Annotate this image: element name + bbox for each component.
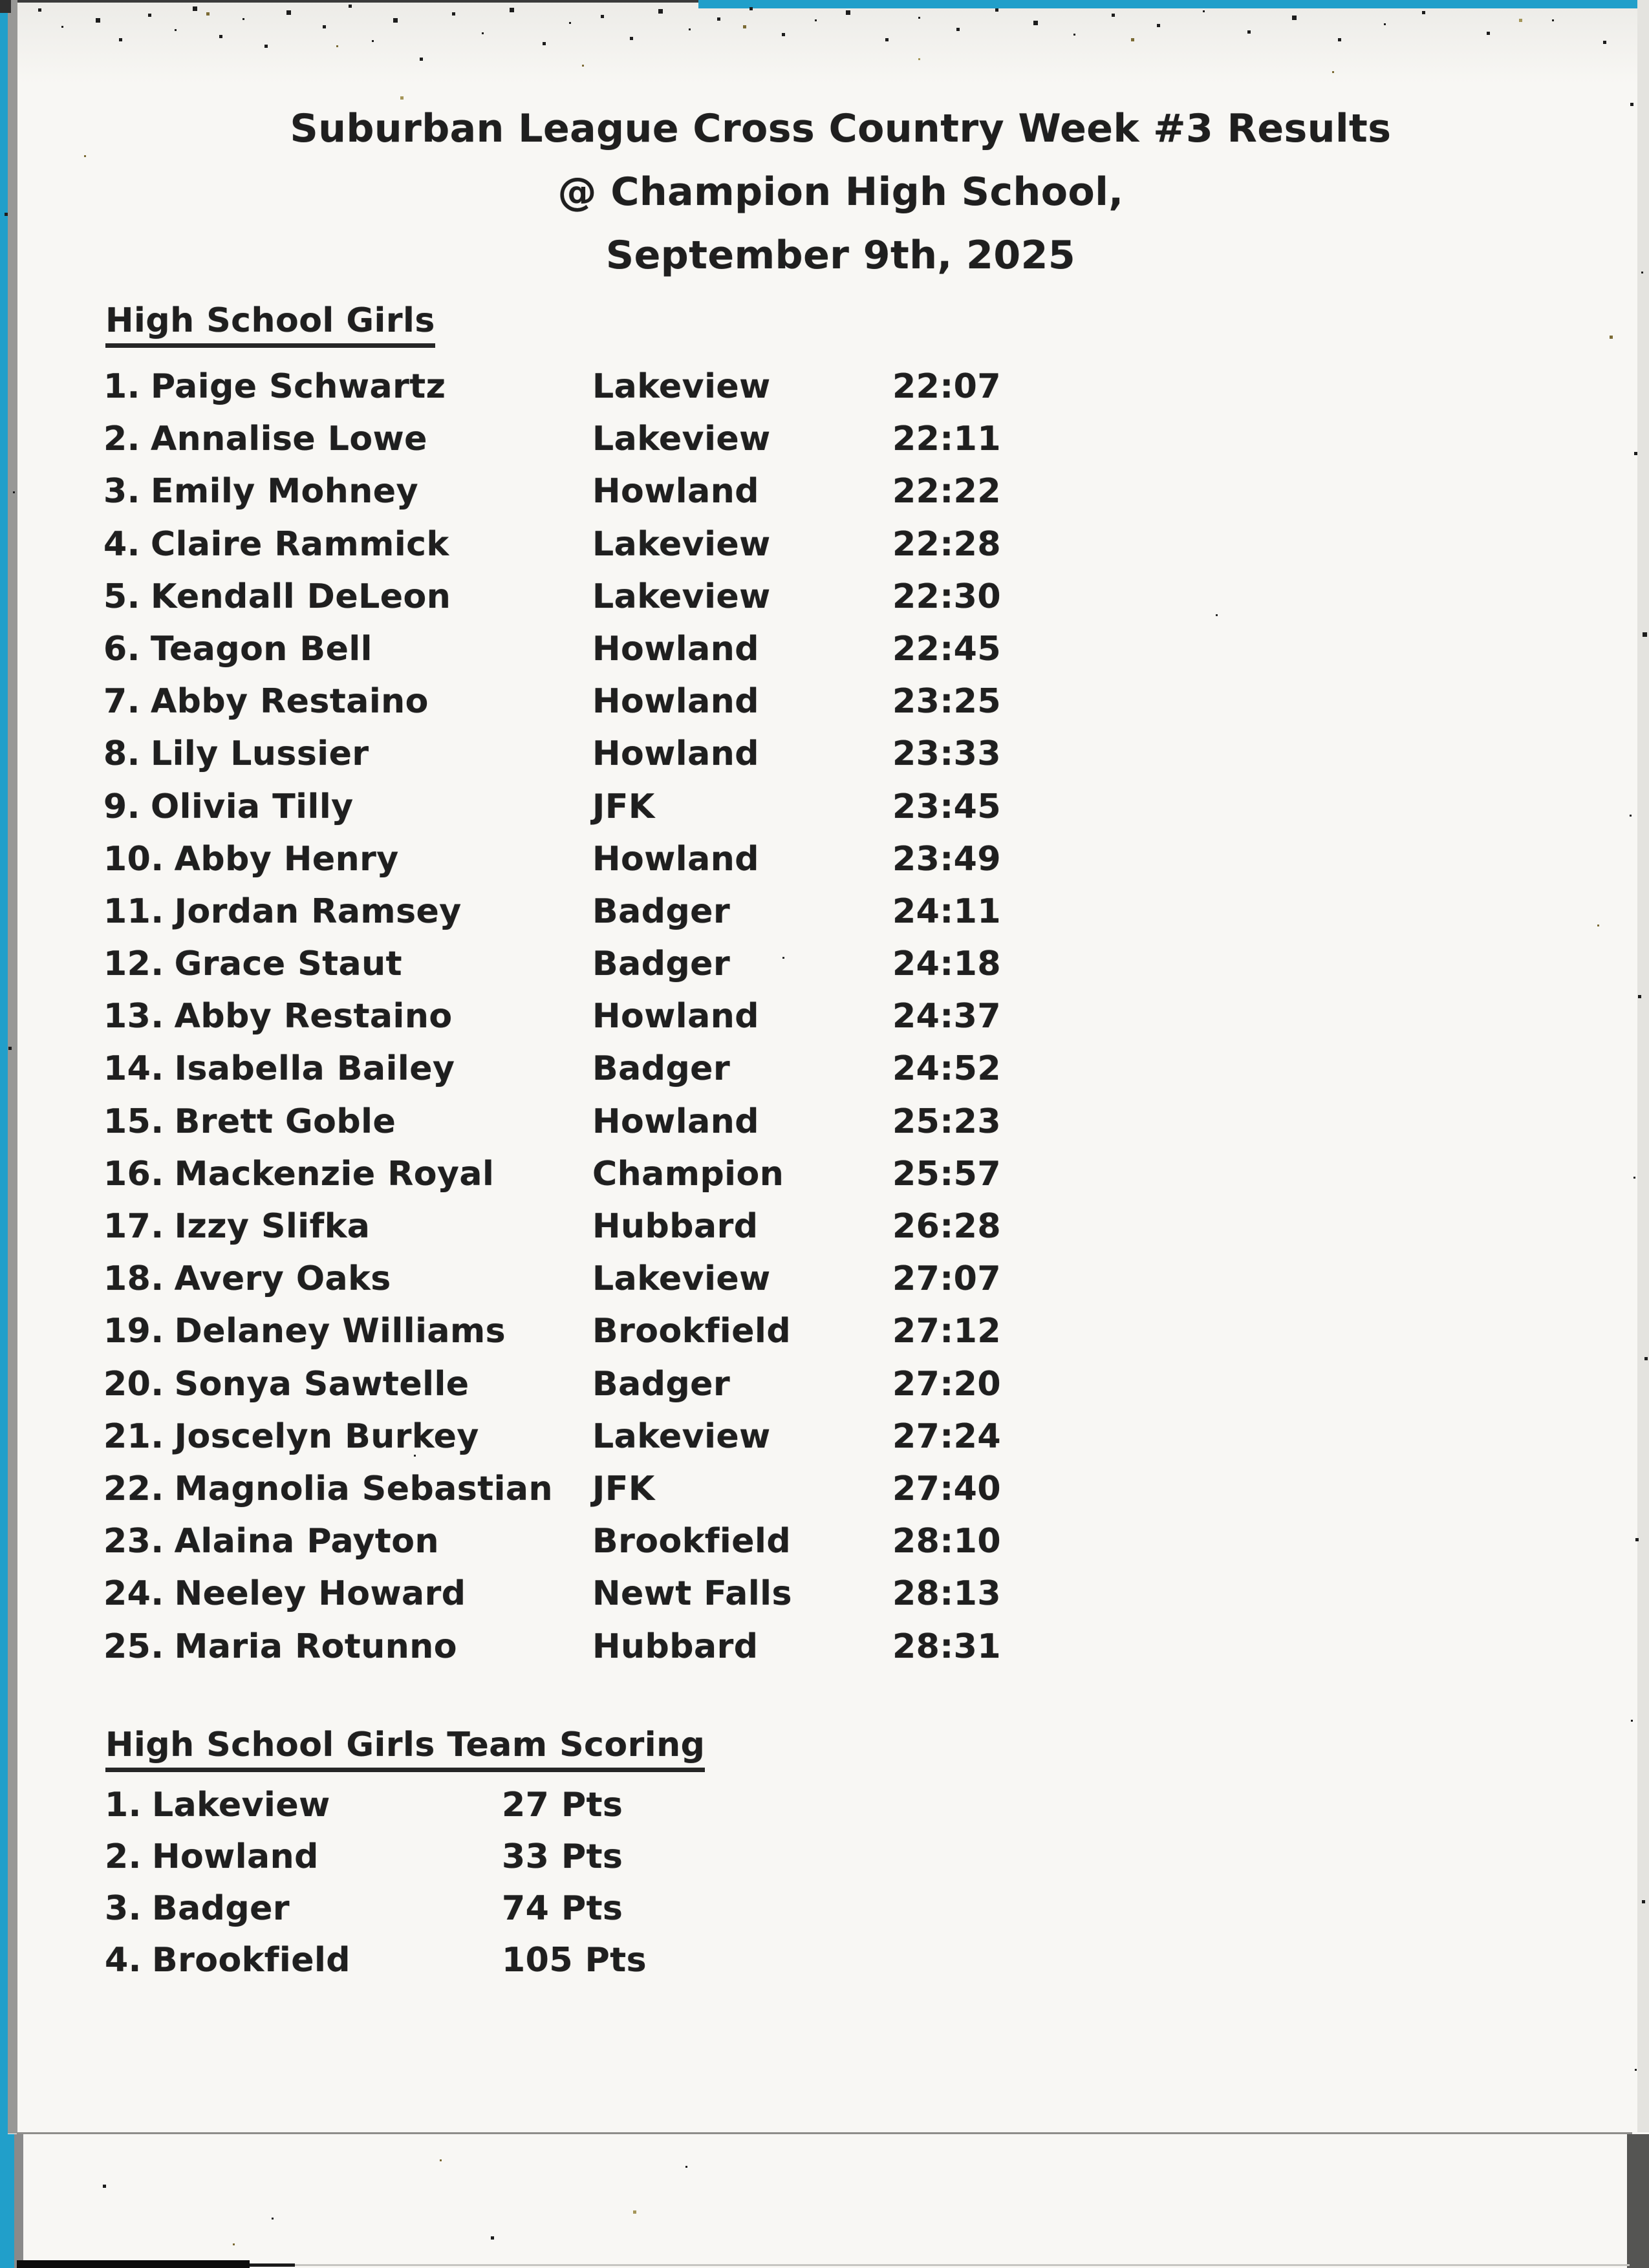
runner-place: 21. xyxy=(103,1417,164,1456)
runner-name: Neeley Howard xyxy=(174,1574,466,1614)
runner-school: JFK xyxy=(592,787,655,826)
runner-name: Joscelyn Burkey xyxy=(174,1417,479,1456)
scanner-edge-gray-left-bottom xyxy=(14,2134,23,2268)
scanner-bottom-black-bar xyxy=(17,2260,250,2268)
runner-school: Howland xyxy=(592,1102,759,1141)
runner-name: Maria Rotunno xyxy=(174,1627,458,1666)
runner-school: Lakeview xyxy=(592,524,771,564)
runner-name: Abby Henry xyxy=(174,839,399,879)
runner-name: Teagon Bell xyxy=(150,629,372,669)
runner-name: Izzy Slifka xyxy=(174,1207,371,1246)
result-row xyxy=(0,623,1649,676)
runner-time: 23:25 xyxy=(892,682,1002,722)
runner-time: 27:24 xyxy=(892,1417,1002,1456)
runner-time: 25:57 xyxy=(892,1154,1002,1193)
team-scoring-list xyxy=(0,1779,1649,1986)
runner-school: Champion xyxy=(592,1154,784,1193)
runner-time: 27:20 xyxy=(892,1364,1002,1404)
runner-time: 27:07 xyxy=(892,1259,1002,1299)
runner-place: 14. xyxy=(103,1049,164,1089)
runner-time: 27:40 xyxy=(892,1469,1002,1508)
team-name: Howland xyxy=(151,1837,319,1876)
result-row xyxy=(0,413,1649,465)
runner-place: 8. xyxy=(103,734,140,774)
runner-name: Emily Mohney xyxy=(150,472,418,511)
result-row xyxy=(0,1096,1649,1148)
team-points: 33 Pts xyxy=(502,1837,623,1876)
result-row xyxy=(0,1621,1649,1673)
result-row xyxy=(0,1463,1649,1515)
runner-time: 28:31 xyxy=(892,1627,1002,1666)
runner-name: Alaina Payton xyxy=(174,1522,440,1561)
runner-name: Kendall DeLeon xyxy=(150,577,451,616)
runner-name: Lily Lussier xyxy=(150,734,369,774)
runner-school: Howland xyxy=(592,682,759,722)
girls-results-list xyxy=(0,361,1649,1673)
runner-place: 12. xyxy=(103,945,164,984)
runner-time: 22:30 xyxy=(892,577,1002,616)
scanner-edge-cyan-top xyxy=(698,0,1649,8)
runner-name: Annalise Lowe xyxy=(150,420,427,459)
runner-place: 20. xyxy=(103,1364,164,1404)
runner-name: Paige Schwartz xyxy=(150,367,446,406)
runner-school: Hubbard xyxy=(592,1627,759,1666)
scanner-edge-cyan-left-bottom xyxy=(0,2134,14,2268)
scanner-corner-mark xyxy=(0,0,11,13)
team-points: 74 Pts xyxy=(502,1889,623,1928)
runner-time: 26:28 xyxy=(892,1207,1002,1246)
runner-school: Newt Falls xyxy=(592,1574,792,1614)
runner-name: Abby Restaino xyxy=(150,682,429,722)
runner-name: Sonya Sawtelle xyxy=(174,1364,469,1404)
runner-place: 11. xyxy=(103,892,164,931)
result-row xyxy=(0,676,1649,728)
scan-noise-olive-specks xyxy=(0,0,2,2)
runner-school: Brookfield xyxy=(592,1522,792,1561)
runner-school: Hubbard xyxy=(592,1207,759,1246)
result-row xyxy=(0,361,1649,413)
runner-place: 7. xyxy=(103,682,140,722)
scanner-bottom-faint-line xyxy=(295,2264,1630,2266)
team-score-row xyxy=(0,1831,1649,1883)
result-row xyxy=(0,781,1649,833)
runner-time: 22:28 xyxy=(892,524,1002,564)
result-row xyxy=(0,1253,1649,1305)
runner-place: 2. xyxy=(103,420,140,459)
runner-time: 22:07 xyxy=(892,367,1002,406)
runner-place: 24. xyxy=(103,1574,164,1614)
runner-place: 15. xyxy=(103,1102,164,1141)
team-place: 2. xyxy=(105,1837,142,1876)
team-place: 4. xyxy=(105,1941,142,1980)
runner-school: Lakeview xyxy=(592,577,771,616)
runner-place: 6. xyxy=(103,629,140,669)
runner-school: Howland xyxy=(592,629,759,669)
runner-school: JFK xyxy=(592,1469,655,1508)
runner-place: 23. xyxy=(103,1522,164,1561)
runner-name: Delaney Williams xyxy=(174,1312,506,1351)
runner-school: Lakeview xyxy=(592,1417,771,1456)
runner-school: Howland xyxy=(592,839,759,879)
title-line-3: September 9th, 2025 xyxy=(605,233,1076,278)
result-row xyxy=(0,886,1649,938)
result-row xyxy=(0,1358,1649,1411)
runner-place: 25. xyxy=(103,1627,164,1666)
team-score-row xyxy=(0,1779,1649,1831)
runner-time: 24:18 xyxy=(892,945,1002,984)
runner-time: 22:45 xyxy=(892,629,1002,669)
runner-time: 28:13 xyxy=(892,1574,1002,1614)
runner-school: Badger xyxy=(592,1364,731,1404)
runner-school: Howland xyxy=(592,734,759,774)
team-points: 27 Pts xyxy=(502,1786,623,1824)
runner-place: 3. xyxy=(103,472,140,511)
runner-time: 24:11 xyxy=(892,892,1002,931)
runner-place: 22. xyxy=(103,1469,164,1508)
team-name: Badger xyxy=(151,1889,290,1928)
runner-name: Jordan Ramsey xyxy=(174,892,462,931)
runner-school: Lakeview xyxy=(592,367,771,406)
girls-section-heading: High School Girls xyxy=(105,301,435,348)
result-row xyxy=(0,1043,1649,1095)
runner-place: 18. xyxy=(103,1259,164,1299)
runner-time: 23:45 xyxy=(892,787,1002,826)
runner-school: Lakeview xyxy=(592,420,771,459)
paper-bottom-edge xyxy=(17,2132,1632,2134)
team-score-row xyxy=(0,1934,1649,1986)
result-row xyxy=(0,833,1649,886)
runner-time: 22:22 xyxy=(892,472,1002,511)
result-row xyxy=(0,1568,1649,1620)
runner-name: Brett Goble xyxy=(174,1102,396,1141)
team-place: 3. xyxy=(105,1889,142,1928)
runner-time: 23:49 xyxy=(892,839,1002,879)
runner-place: 16. xyxy=(103,1154,164,1193)
runner-name: Olivia Tilly xyxy=(150,787,354,826)
result-row xyxy=(0,728,1649,780)
runner-time: 23:33 xyxy=(892,734,1002,774)
team-score-row xyxy=(0,1883,1649,1934)
runner-place: 19. xyxy=(103,1312,164,1351)
runner-school: Howland xyxy=(592,997,759,1036)
runner-school: Brookfield xyxy=(592,1312,792,1351)
result-row xyxy=(0,1148,1649,1201)
runner-school: Badger xyxy=(592,945,731,984)
runner-school: Lakeview xyxy=(592,1259,771,1299)
title-line-2: @ Champion High School, xyxy=(557,169,1124,215)
team-place: 1. xyxy=(105,1786,142,1824)
runner-place: 10. xyxy=(103,839,164,879)
runner-time: 27:12 xyxy=(892,1312,1002,1351)
scanner-edge-dark-right-bottom xyxy=(1627,2134,1649,2268)
runner-time: 25:23 xyxy=(892,1102,1002,1141)
runner-place: 4. xyxy=(103,524,140,564)
runner-place: 1. xyxy=(103,367,140,406)
result-row xyxy=(0,990,1649,1043)
runner-name: Claire Rammick xyxy=(150,524,449,564)
team-name: Lakeview xyxy=(151,1786,330,1824)
result-row xyxy=(0,1515,1649,1568)
result-row xyxy=(0,1305,1649,1358)
team-scoring-heading: High School Girls Team Scoring xyxy=(105,1726,705,1772)
runner-name: Isabella Bailey xyxy=(174,1049,455,1089)
runner-place: 5. xyxy=(103,577,140,616)
runner-place: 9. xyxy=(103,787,140,826)
result-row xyxy=(0,519,1649,571)
team-points: 105 Pts xyxy=(502,1941,647,1980)
runner-time: 24:37 xyxy=(892,997,1002,1036)
runner-place: 17. xyxy=(103,1207,164,1246)
runner-school: Badger xyxy=(592,1049,731,1089)
runner-time: 24:52 xyxy=(892,1049,1002,1089)
runner-time: 28:10 xyxy=(892,1522,1002,1561)
runner-name: Abby Restaino xyxy=(174,997,453,1036)
title-line-1: Suburban League Cross Country Week #3 Results xyxy=(290,106,1392,151)
runner-name: Avery Oaks xyxy=(174,1259,391,1299)
runner-name: Mackenzie Royal xyxy=(174,1154,495,1193)
runner-school: Howland xyxy=(592,472,759,511)
runner-school: Badger xyxy=(592,892,731,931)
team-name: Brookfield xyxy=(151,1941,351,1980)
document-title xyxy=(19,97,1649,287)
runner-name: Grace Staut xyxy=(174,945,403,984)
result-row xyxy=(0,465,1649,518)
runner-time: 22:11 xyxy=(892,420,1002,459)
result-row xyxy=(0,938,1649,990)
result-row xyxy=(0,1411,1649,1463)
runner-place: 13. xyxy=(103,997,164,1036)
result-row xyxy=(0,571,1649,623)
result-row xyxy=(0,1201,1649,1253)
runner-name: Magnolia Sebastian xyxy=(174,1469,554,1508)
scanner-bottom-black-nub xyxy=(250,2263,295,2267)
